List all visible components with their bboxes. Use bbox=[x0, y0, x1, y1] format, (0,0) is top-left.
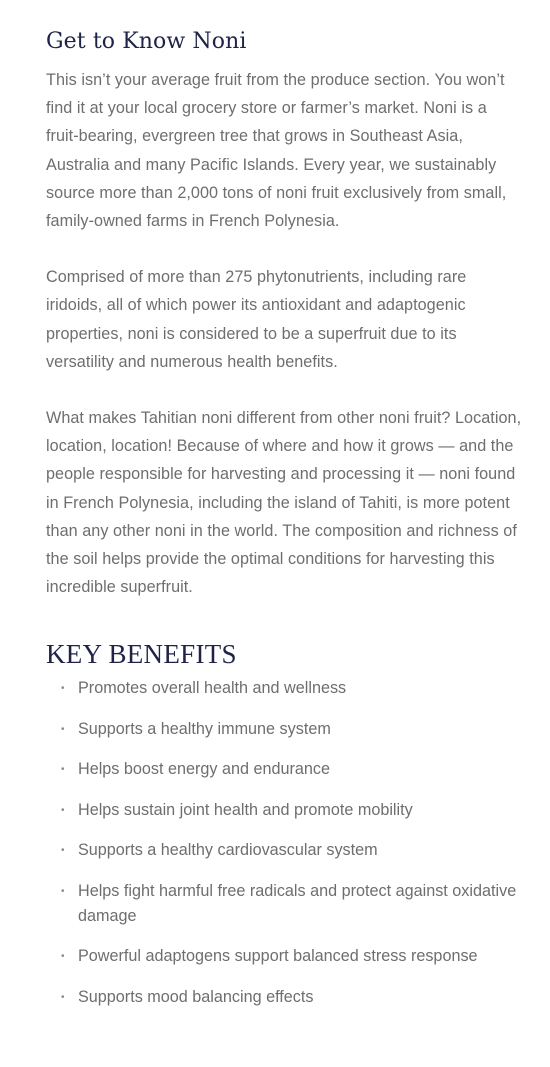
benefit-text: Helps sustain joint health and promote mobility bbox=[78, 800, 413, 819]
intro-paragraph: This isn’t your average fruit from the produce section. You won’t find it at your local grocery store or farmer’s market. Noni is a fruit-bearing, evergreen tree that grows in Southeast Asia, Australia and many Pacific Islands. Every year, we sustainably source more than 2,000 tons of noni fruit exclusively from small, family-owned farms in French Polynesia. bbox=[46, 71, 507, 231]
list-item bbox=[46, 717, 522, 742]
list-item bbox=[46, 879, 522, 929]
bullet-icon: • bbox=[61, 683, 65, 695]
benefit-text: Supports a healthy immune system bbox=[78, 719, 331, 738]
list-item bbox=[46, 676, 522, 701]
benefit-text: Powerful adaptogens support balanced stress response bbox=[78, 947, 478, 966]
list-item bbox=[46, 757, 522, 782]
bullet-icon: • bbox=[61, 951, 65, 963]
list-item bbox=[46, 838, 522, 863]
benefit-text: Helps boost energy and endurance bbox=[78, 760, 330, 779]
key-benefits-list bbox=[46, 676, 522, 1010]
bullet-icon: • bbox=[61, 764, 65, 776]
benefit-text: Supports mood balancing effects bbox=[78, 987, 314, 1006]
key-benefits-heading: KEY BENEFITS bbox=[46, 639, 237, 670]
list-item bbox=[46, 944, 522, 969]
bullet-icon: • bbox=[61, 804, 65, 816]
benefit-text: Helps fight harmful free radicals and protect against oxidative damage bbox=[78, 881, 517, 925]
bullet-icon: • bbox=[61, 991, 65, 1003]
phytonutrients-paragraph: Comprised of more than 275 phytonutrients, including rare iridoids, all of which power its antioxidant and adaptogenic properties, noni is considered to be a superfruit due to its versatility and numerous health benefits. bbox=[46, 268, 467, 371]
bullet-icon: • bbox=[61, 885, 65, 897]
bullet-icon: • bbox=[61, 723, 65, 735]
bullet-icon: • bbox=[61, 845, 65, 857]
list-item bbox=[46, 985, 522, 1010]
tahitian-noni-paragraph: What makes Tahitian noni different from other noni fruit? Location, location, location! Because of where and how it grows — and the people responsible for harvesting and processing it — noni found in French Polynesia, including the island of Tahiti, is more potent than any other noni in the world. The composition and richness of the soil helps provide the optimal conditions for harvesting this incredible superfruit. bbox=[46, 409, 522, 597]
page-title: Get to Know Noni bbox=[46, 29, 247, 54]
benefit-text: Supports a healthy cardiovascular system bbox=[78, 841, 378, 860]
benefit-text: Promotes overall health and wellness bbox=[78, 679, 347, 698]
list-item bbox=[46, 798, 522, 823]
